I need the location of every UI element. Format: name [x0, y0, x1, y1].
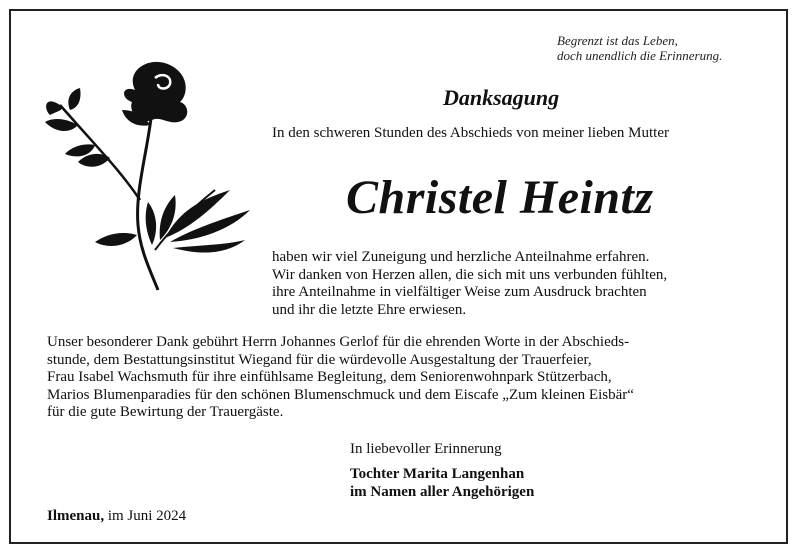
rose-icon	[40, 50, 260, 295]
intro-text: In den schweren Stunden des Abschieds von meiner lieben Mutter	[272, 125, 669, 141]
special-thanks-paragraph	[47, 334, 634, 422]
closing-phrase: In liebevoller Erinnerung	[350, 441, 502, 457]
signer-line-2: im Namen aller Angehörigen	[350, 484, 535, 500]
thanks-line: Wir danken von Herzen allen, die sich mit uns verbunden fühlten,	[272, 266, 668, 283]
thanks-line: ihre Anteilnahme in vielfältiger Weise zum Ausdruck brachten	[272, 284, 647, 300]
motto-line-2: doch unendlich die Erinnerung.	[557, 48, 723, 63]
motto-line-1: Begrenzt ist das Leben,	[557, 33, 678, 48]
thanks-line: und ihr die letzte Ehre erwiesen.	[272, 301, 467, 318]
signer-line-1: Tochter Marita Langenhan	[350, 466, 525, 482]
thanks-paragraph	[272, 249, 667, 319]
thanks-line: haben wir viel Zuneigung und herzliche Anteilnahme erfahren.	[272, 249, 650, 265]
special-thanks-line: für die gute Bewirtung der Trauergäste.	[47, 404, 284, 420]
notice-title: Danksagung	[443, 85, 560, 110]
special-thanks-line: stunde, dem Bestattungsinstitut Wiegand für die würdevolle Ausgestaltung der Trauerfeier,	[47, 351, 592, 368]
special-thanks-line: Frau Isabel Wachsmuth für ihre einfühlsame Begleitung, dem Seniorenwohnpark Stützerbach,	[47, 369, 612, 385]
place-date-text: im Juni 2024	[107, 508, 187, 524]
deceased-name: Christel Heintz	[346, 171, 654, 224]
signer-block	[350, 465, 534, 501]
motto	[557, 33, 722, 63]
special-thanks-line: Unser besonderer Dank gebührt Herrn Johannes Gerlof für die ehrenden Worte in der Abschieds-	[47, 334, 630, 350]
special-thanks-line: Marios Blumenparadies für den schönen Blumenschmuck und dem Eiscafe „Zum kleinen Eisbär“	[47, 386, 634, 403]
place-date	[47, 508, 186, 525]
place-city: Ilmenau,	[47, 508, 105, 524]
